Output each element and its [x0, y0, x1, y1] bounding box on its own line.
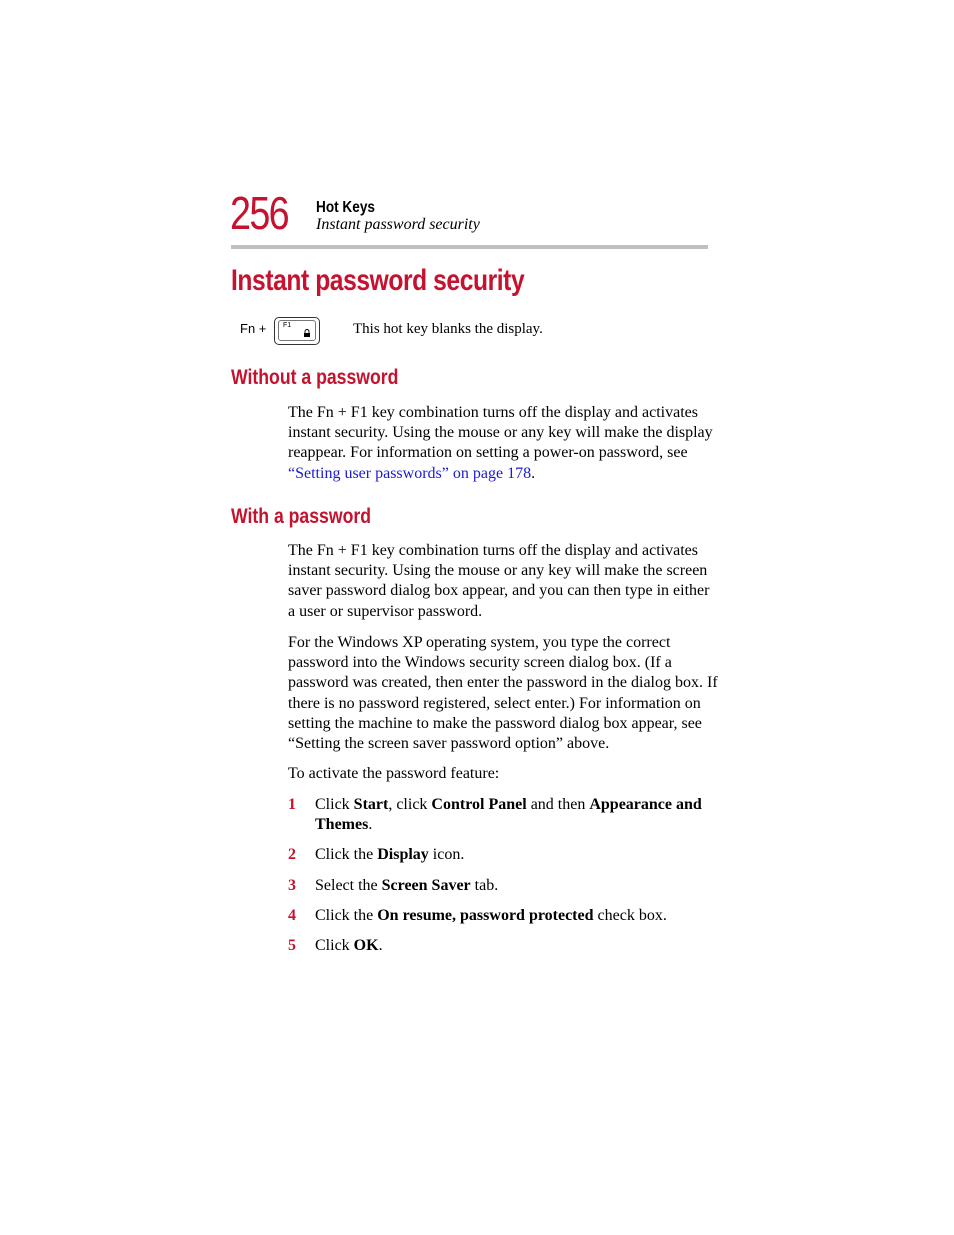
step-bold: On resume, password protected	[377, 907, 594, 924]
text-line: a user or supervisor password.	[288, 602, 483, 620]
text-line: “Setting the screen saver password option” above.	[288, 735, 610, 753]
running-header-subsection: Instant password security	[316, 216, 480, 233]
text-line: To activate the password feature:	[288, 765, 500, 782]
page-title: Instant password security	[231, 264, 525, 297]
hotkey-description: This hot key blanks the display.	[353, 321, 543, 337]
step-text: check box.	[593, 907, 667, 924]
step-bold: OK	[353, 937, 379, 954]
heading-without-password: Without a password	[231, 366, 399, 389]
step-number: 1	[288, 796, 296, 813]
step-bold: Appearance and	[589, 796, 702, 813]
step-text: tab.	[470, 877, 499, 894]
step-text: Click the	[315, 846, 378, 863]
step-bold: Screen Saver	[381, 877, 471, 894]
text-line: password was created, then enter the password in the dialog box. If	[288, 674, 718, 692]
step-bold: Control Panel	[431, 796, 527, 813]
step-bold: Display	[377, 846, 429, 863]
f1-key-icon	[274, 317, 320, 345]
step-text: Select the	[315, 877, 382, 894]
hotkey-modifier: Fn +	[240, 321, 267, 336]
step-number: 3	[288, 877, 296, 894]
step-text: and then	[526, 796, 590, 813]
paragraph-with-password-2	[288, 633, 718, 754]
text-line: there is no password registered, select enter.) For information on	[288, 694, 701, 712]
step-number: 5	[288, 937, 296, 954]
step-text: , click	[388, 796, 432, 813]
step-text: .	[368, 816, 373, 834]
text-line: password into the Windows security screen dialog box. (If a	[288, 654, 672, 672]
step-bold: Start	[353, 796, 389, 813]
step-text: icon.	[428, 846, 465, 863]
text-line: instant security. Using the mouse or any key will make the display	[288, 424, 713, 442]
text-line: The Fn + F1 key combination turns off the display and activates	[288, 404, 698, 421]
key-label: F1	[283, 322, 292, 329]
header-rule	[231, 245, 708, 249]
link-trailing-punct: .	[531, 464, 536, 482]
paragraph-with-password-1	[288, 541, 713, 622]
text-line: saver password dialog box appear, and you can then type in either	[288, 582, 710, 600]
step-number: 2	[288, 846, 296, 863]
steps-intro	[288, 764, 713, 784]
step-text: Click	[315, 937, 354, 954]
paragraph-without-password	[288, 403, 713, 484]
step-bold: Themes	[315, 816, 369, 834]
step-text: Click the	[315, 907, 378, 924]
text-line: setting the machine to make the password dialog box appear, see	[288, 714, 702, 732]
step-text: .	[378, 937, 383, 954]
lock-icon	[303, 329, 311, 337]
text-line: For the Windows XP operating system, you type the correct	[288, 634, 671, 651]
text-line: The Fn + F1 key combination turns off the display and activates	[288, 542, 698, 559]
running-header-section: Hot Keys	[316, 199, 375, 216]
step-text: Click	[315, 796, 354, 813]
text-line: instant security. Using the mouse or any key will make the screen	[288, 562, 708, 580]
step-number: 4	[288, 907, 296, 924]
heading-with-password: With a password	[231, 505, 372, 528]
text-line: reappear. For information on setting a power-on password, see	[288, 444, 688, 462]
link-setting-user-passwords[interactable]: “Setting user passwords” on page 178	[288, 464, 532, 482]
page-number: 256	[230, 187, 289, 239]
